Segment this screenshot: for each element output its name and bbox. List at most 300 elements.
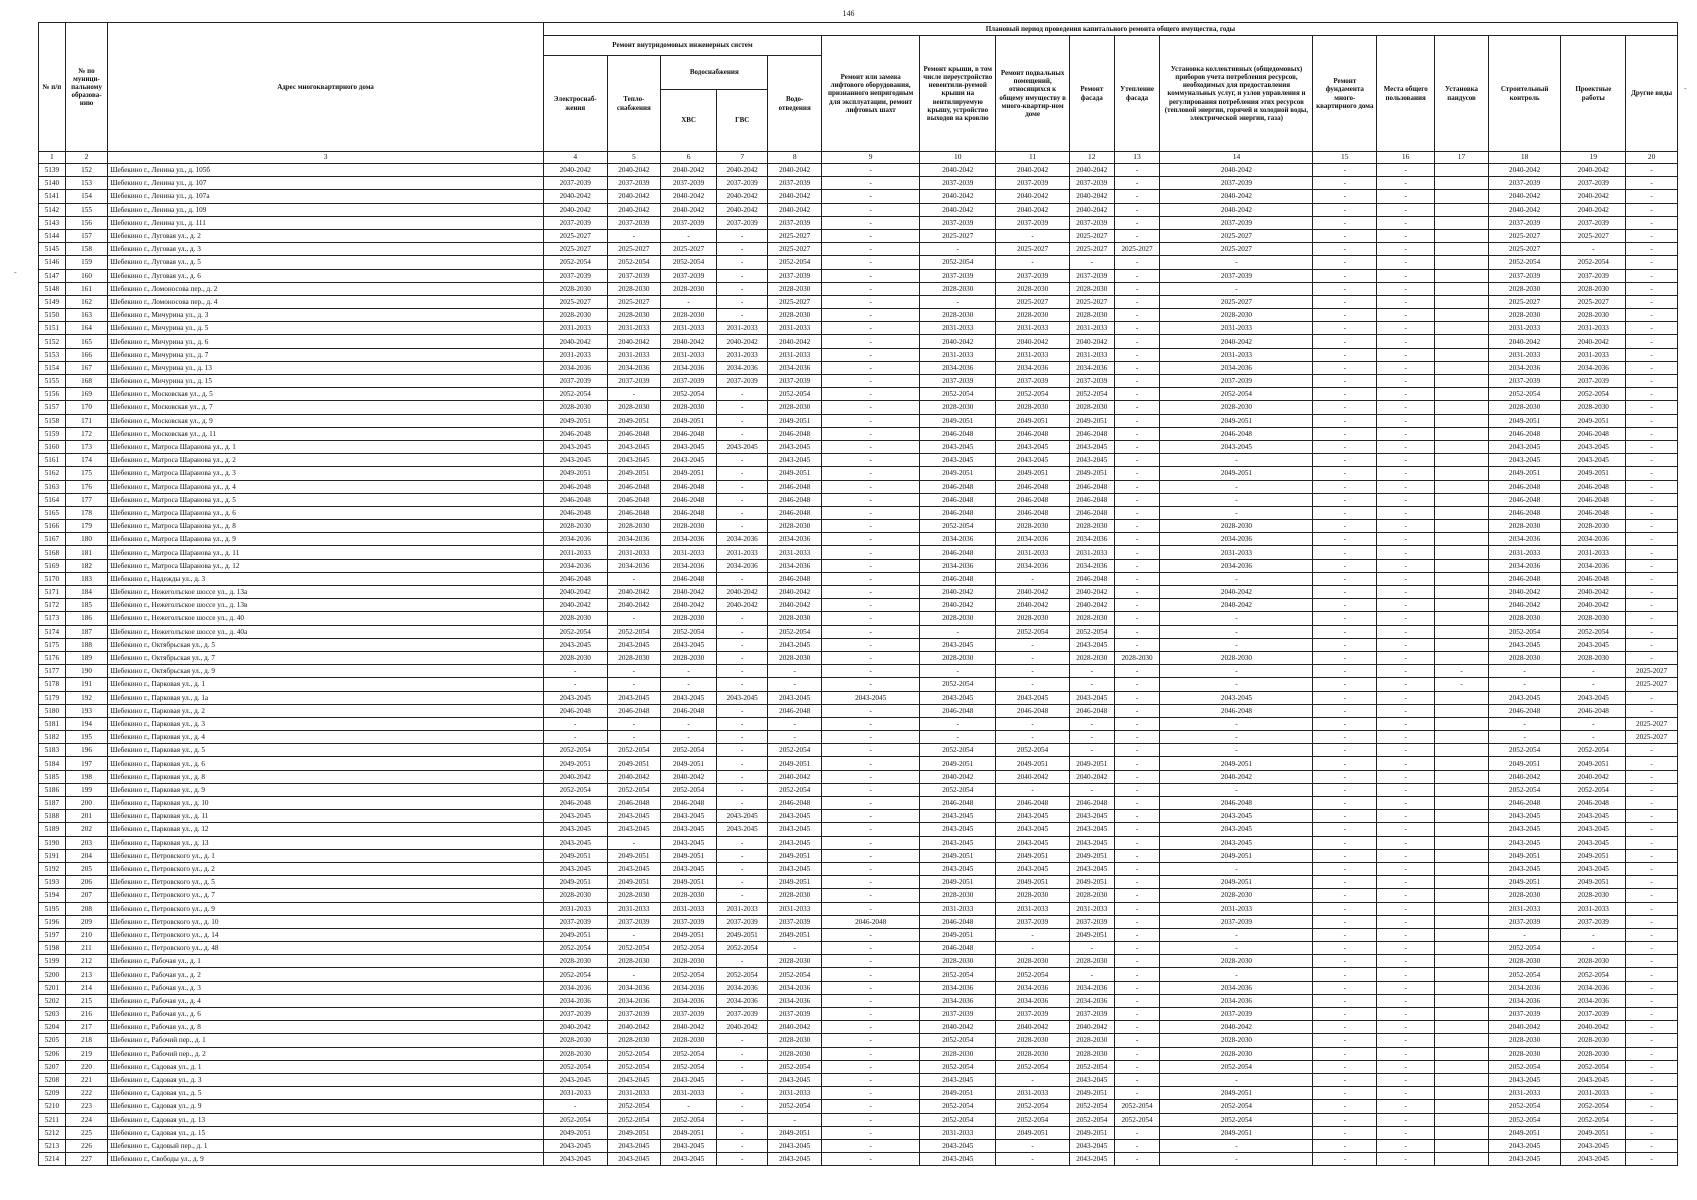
table-cell bbox=[1435, 757, 1489, 770]
table-cell: 2049-2051 bbox=[543, 1126, 607, 1139]
table-cell: - bbox=[822, 322, 920, 335]
table-cell: 2034-2036 bbox=[661, 981, 717, 994]
table-cell: 2052-2054 bbox=[1160, 1060, 1313, 1073]
table-cell: - bbox=[1313, 348, 1377, 361]
table-cell: 186 bbox=[65, 612, 107, 625]
table-cell: 2049-2051 bbox=[1160, 1126, 1313, 1139]
table-cell: 2043-2045 bbox=[996, 810, 1070, 823]
table-cell: 2028-2030 bbox=[661, 889, 717, 902]
table-cell: 2043-2045 bbox=[1488, 454, 1561, 467]
table-cell: 2025-2027 bbox=[1069, 243, 1114, 256]
table-cell: 2028-2030 bbox=[543, 651, 607, 664]
table-cell: 2052-2054 bbox=[920, 256, 996, 269]
table-cell: 2046-2048 bbox=[661, 493, 717, 506]
table-cell: 2034-2036 bbox=[996, 994, 1070, 1007]
table-cell: - bbox=[1377, 177, 1435, 190]
capital-repair-table bbox=[38, 22, 1678, 1166]
table-cell: 203 bbox=[65, 836, 107, 849]
column-number-row bbox=[39, 152, 1678, 164]
address-cell: Шебекино г., Нежеголъское шоссе ул., д. 13в bbox=[108, 599, 544, 612]
table-cell: 2046-2048 bbox=[920, 480, 996, 493]
table-cell: 2046-2048 bbox=[1561, 480, 1626, 493]
table-cell: 2052-2054 bbox=[1114, 1100, 1160, 1113]
table-cell: - bbox=[717, 1087, 768, 1100]
table-cell: 2043-2045 bbox=[607, 1073, 661, 1086]
table-cell: 2034-2036 bbox=[1561, 559, 1626, 572]
table-cell: 2025-2027 bbox=[920, 229, 996, 242]
table-cell: 2034-2036 bbox=[996, 533, 1070, 546]
table-cell: 2049-2051 bbox=[1069, 757, 1114, 770]
address-cell: Шебекино г., Парковая ул., д. 8 bbox=[108, 770, 544, 783]
table-cell: 2034-2036 bbox=[1561, 994, 1626, 1007]
table-cell: - bbox=[1626, 783, 1678, 796]
table-cell: 2037-2039 bbox=[1160, 177, 1313, 190]
table-cell: 2040-2042 bbox=[607, 1021, 661, 1034]
table-cell: - bbox=[1114, 862, 1160, 875]
table-cell: 2043-2045 bbox=[1488, 836, 1561, 849]
table-cell: 2046-2048 bbox=[607, 797, 661, 810]
table-cell: 2040-2042 bbox=[1488, 770, 1561, 783]
table-cell: - bbox=[1626, 269, 1678, 282]
table-cell: 2037-2039 bbox=[543, 915, 607, 928]
table-cell: 2028-2030 bbox=[996, 1034, 1070, 1047]
table-cell: 2046-2048 bbox=[543, 704, 607, 717]
table-cell: 2028-2030 bbox=[996, 401, 1070, 414]
address-cell: Шебекино г., Мичурина ул., д. 3 bbox=[108, 309, 544, 322]
address-cell: Шебекино г., Садовая ул., д. 3 bbox=[108, 1073, 544, 1086]
table-cell: 2031-2033 bbox=[543, 1087, 607, 1100]
table-cell: 2043-2045 bbox=[661, 823, 717, 836]
table-cell: - bbox=[1114, 889, 1160, 902]
table-cell: 5194 bbox=[39, 889, 66, 902]
table-row bbox=[39, 717, 1678, 730]
table-cell: 2034-2036 bbox=[1160, 533, 1313, 546]
table-cell: 5192 bbox=[39, 862, 66, 875]
table-cell: - bbox=[1313, 572, 1377, 585]
table-cell: 2040-2042 bbox=[661, 770, 717, 783]
table-cell: - bbox=[822, 375, 920, 388]
table-cell: - bbox=[822, 493, 920, 506]
table-cell: 2049-2051 bbox=[543, 757, 607, 770]
table-cell: - bbox=[822, 361, 920, 374]
table-cell: 2043-2045 bbox=[607, 691, 661, 704]
table-cell: - bbox=[1626, 599, 1678, 612]
table-cell: - bbox=[1114, 823, 1160, 836]
table-cell: 197 bbox=[65, 757, 107, 770]
table-cell: - bbox=[822, 599, 920, 612]
table-cell: - bbox=[1377, 520, 1435, 533]
table-cell: 153 bbox=[65, 177, 107, 190]
table-cell: - bbox=[1626, 1060, 1678, 1073]
table-cell: 2034-2036 bbox=[1160, 361, 1313, 374]
table-cell: - bbox=[768, 678, 822, 691]
address-cell: Шебекино г., Рабочая ул., д. 4 bbox=[108, 994, 544, 1007]
table-row bbox=[39, 797, 1678, 810]
table-cell: - bbox=[717, 1034, 768, 1047]
table-cell: 2043-2045 bbox=[768, 638, 822, 651]
table-cell: 2037-2039 bbox=[1561, 375, 1626, 388]
table-cell: 2046-2048 bbox=[768, 427, 822, 440]
table-cell: 227 bbox=[65, 1153, 107, 1166]
table-cell: 2031-2033 bbox=[1160, 322, 1313, 335]
table-cell: 2028-2030 bbox=[1561, 1047, 1626, 1060]
table-cell: 2025-2027 bbox=[607, 243, 661, 256]
table-cell: - bbox=[1626, 691, 1678, 704]
table-cell: - bbox=[1114, 704, 1160, 717]
table-cell: 2046-2048 bbox=[1488, 427, 1561, 440]
table-cell: 2052-2054 bbox=[543, 783, 607, 796]
table-cell bbox=[1435, 269, 1489, 282]
table-cell: - bbox=[1377, 783, 1435, 796]
table-cell: 192 bbox=[65, 691, 107, 704]
table-cell: 2043-2045 bbox=[1561, 454, 1626, 467]
table-cell: 2034-2036 bbox=[1160, 981, 1313, 994]
table-cell: 2037-2039 bbox=[1488, 375, 1561, 388]
table-cell: 2037-2039 bbox=[768, 269, 822, 282]
table-cell bbox=[1435, 559, 1489, 572]
table-cell: 2028-2030 bbox=[543, 1047, 607, 1060]
table-cell: - bbox=[717, 783, 768, 796]
table-cell: - bbox=[1313, 480, 1377, 493]
table-cell: 2028-2030 bbox=[1488, 1034, 1561, 1047]
table-cell: 2031-2033 bbox=[996, 902, 1070, 915]
table-cell: 2049-2051 bbox=[768, 1126, 822, 1139]
table-cell: 2040-2042 bbox=[1069, 335, 1114, 348]
table-cell: - bbox=[822, 955, 920, 968]
table-cell: - bbox=[1377, 889, 1435, 902]
table-cell: 2034-2036 bbox=[543, 981, 607, 994]
table-cell: 2034-2036 bbox=[920, 361, 996, 374]
table-cell: 2028-2030 bbox=[1160, 955, 1313, 968]
table-cell: - bbox=[1114, 586, 1160, 599]
table-cell: - bbox=[1114, 164, 1160, 177]
table-cell: 2031-2033 bbox=[1069, 348, 1114, 361]
table-cell: - bbox=[1626, 810, 1678, 823]
table-cell: 2049-2051 bbox=[1069, 1087, 1114, 1100]
table-row bbox=[39, 1034, 1678, 1047]
table-cell: - bbox=[1313, 375, 1377, 388]
table-cell: - bbox=[717, 1100, 768, 1113]
table-cell: 2034-2036 bbox=[768, 559, 822, 572]
table-cell: 2046-2048 bbox=[996, 704, 1070, 717]
address-cell: Шебекино г., Матроса Шаранова ул., д. 1 bbox=[108, 440, 544, 453]
header-insulation: Утепление фасада bbox=[1114, 36, 1160, 152]
table-cell: 2040-2042 bbox=[661, 335, 717, 348]
table-cell: 2028-2030 bbox=[543, 401, 607, 414]
table-cell: - bbox=[1626, 361, 1678, 374]
table-cell: - bbox=[822, 282, 920, 295]
table-cell: 2034-2036 bbox=[1069, 361, 1114, 374]
table-cell: 2031-2033 bbox=[1488, 348, 1561, 361]
table-cell: 2040-2042 bbox=[1561, 335, 1626, 348]
table-cell: 2052-2054 bbox=[661, 256, 717, 269]
table-row bbox=[39, 704, 1678, 717]
table-cell: 2046-2048 bbox=[920, 942, 996, 955]
table-cell: 187 bbox=[65, 625, 107, 638]
table-cell: - bbox=[1114, 1047, 1160, 1060]
table-cell: - bbox=[1114, 928, 1160, 941]
table-cell: - bbox=[996, 731, 1070, 744]
table-cell: 2049-2051 bbox=[543, 928, 607, 941]
table-cell: - bbox=[717, 836, 768, 849]
table-cell: 2034-2036 bbox=[543, 361, 607, 374]
table-cell: - bbox=[1114, 1021, 1160, 1034]
table-cell: 2028-2030 bbox=[996, 1047, 1070, 1060]
table-cell: 2046-2048 bbox=[607, 493, 661, 506]
table-cell: 2043-2045 bbox=[543, 1153, 607, 1166]
table-cell: 2040-2042 bbox=[661, 164, 717, 177]
table-cell: 210 bbox=[65, 928, 107, 941]
table-cell: 220 bbox=[65, 1060, 107, 1073]
table-cell: 2052-2054 bbox=[607, 783, 661, 796]
table-cell: 2025-2027 bbox=[1626, 665, 1678, 678]
table-cell: 2052-2054 bbox=[1488, 1060, 1561, 1073]
table-cell: 2040-2042 bbox=[543, 190, 607, 203]
table-cell: 2043-2045 bbox=[1069, 1139, 1114, 1152]
address-cell: Шебекино г., Матроса Шаранова ул., д. 4 bbox=[108, 480, 544, 493]
table-cell: - bbox=[1313, 177, 1377, 190]
table-cell: 2040-2042 bbox=[607, 203, 661, 216]
table-cell: 2046-2048 bbox=[661, 572, 717, 585]
address-cell: Шебекино г., Октябрьская ул., д. 5 bbox=[108, 638, 544, 651]
table-cell: - bbox=[1626, 651, 1678, 664]
table-cell: 2028-2030 bbox=[1069, 1047, 1114, 1060]
table-cell: 2043-2045 bbox=[543, 836, 607, 849]
table-cell: 5186 bbox=[39, 783, 66, 796]
table-cell: - bbox=[1626, 414, 1678, 427]
table-cell: - bbox=[1313, 612, 1377, 625]
table-cell: 2028-2030 bbox=[996, 520, 1070, 533]
table-cell: 2046-2048 bbox=[543, 427, 607, 440]
table-cell: - bbox=[1377, 981, 1435, 994]
table-cell: - bbox=[1435, 665, 1489, 678]
table-cell: 2031-2033 bbox=[1561, 546, 1626, 559]
table-cell: 5141 bbox=[39, 190, 66, 203]
address-cell: Шебекино г., Петровского ул., д. 9 bbox=[108, 902, 544, 915]
table-cell: 2046-2048 bbox=[661, 797, 717, 810]
table-cell: - bbox=[1114, 572, 1160, 585]
table-cell: 2043-2045 bbox=[717, 440, 768, 453]
address-cell: Шебекино г., Рабочая ул., д. 2 bbox=[108, 968, 544, 981]
table-cell: 2040-2042 bbox=[1160, 203, 1313, 216]
table-cell: 2037-2039 bbox=[661, 375, 717, 388]
table-cell: - bbox=[822, 309, 920, 322]
table-cell: 194 bbox=[65, 717, 107, 730]
table-cell: 2046-2048 bbox=[1069, 427, 1114, 440]
table-cell: 2052-2054 bbox=[661, 1060, 717, 1073]
table-cell: - bbox=[1313, 717, 1377, 730]
table-cell: 2037-2039 bbox=[717, 177, 768, 190]
table-cell: 2031-2033 bbox=[607, 348, 661, 361]
table-cell: 2046-2048 bbox=[543, 480, 607, 493]
table-cell: 2037-2039 bbox=[543, 216, 607, 229]
table-cell: 2034-2036 bbox=[717, 994, 768, 1007]
table-cell: 5206 bbox=[39, 1047, 66, 1060]
table-cell: 2034-2036 bbox=[920, 994, 996, 1007]
table-cell: - bbox=[1313, 256, 1377, 269]
header-index: № п/п bbox=[39, 23, 66, 152]
table-cell: - bbox=[1160, 506, 1313, 519]
table-cell: 2043-2045 bbox=[768, 862, 822, 875]
table-cell: 2052-2054 bbox=[920, 1113, 996, 1126]
table-cell: 2028-2030 bbox=[607, 955, 661, 968]
table-cell bbox=[1435, 955, 1489, 968]
table-cell: - bbox=[1626, 572, 1678, 585]
table-cell: - bbox=[1114, 731, 1160, 744]
table-cell: - bbox=[822, 203, 920, 216]
table-cell: - bbox=[1313, 691, 1377, 704]
table-cell: 2046-2048 bbox=[661, 480, 717, 493]
table-cell: 2034-2036 bbox=[1069, 981, 1114, 994]
table-cell: 2034-2036 bbox=[920, 533, 996, 546]
address-cell: Шебекино г., Парковая ул., д. 3 bbox=[108, 717, 544, 730]
table-cell: 5189 bbox=[39, 823, 66, 836]
table-cell: 2052-2054 bbox=[1069, 1100, 1114, 1113]
table-cell: 2031-2033 bbox=[543, 348, 607, 361]
table-cell: 2043-2045 bbox=[1561, 823, 1626, 836]
table-cell: 2028-2030 bbox=[543, 889, 607, 902]
table-cell: - bbox=[1313, 783, 1377, 796]
table-cell: - bbox=[996, 678, 1070, 691]
table-cell: - bbox=[717, 1153, 768, 1166]
table-cell: - bbox=[1561, 678, 1626, 691]
address-cell: Шебекино г., Петровского ул., д. 10 bbox=[108, 915, 544, 928]
table-cell bbox=[1435, 295, 1489, 308]
table-cell: 2052-2054 bbox=[768, 388, 822, 401]
table-cell: - bbox=[1114, 678, 1160, 691]
table-cell: - bbox=[1377, 678, 1435, 691]
table-cell: 2052-2054 bbox=[996, 388, 1070, 401]
table-cell: 2031-2033 bbox=[1561, 348, 1626, 361]
table-cell: 2037-2039 bbox=[607, 375, 661, 388]
table-cell: 164 bbox=[65, 322, 107, 335]
table-row bbox=[39, 295, 1678, 308]
table-cell: - bbox=[1561, 665, 1626, 678]
table-cell: - bbox=[822, 546, 920, 559]
table-cell bbox=[1435, 361, 1489, 374]
table-cell: - bbox=[1377, 942, 1435, 955]
table-cell: 200 bbox=[65, 797, 107, 810]
table-cell: - bbox=[1160, 493, 1313, 506]
table-cell: - bbox=[1313, 994, 1377, 1007]
address-cell: Шебекино г., Ленина ул., д. 107а bbox=[108, 190, 544, 203]
table-cell: 2040-2042 bbox=[717, 335, 768, 348]
table-cell: 2046-2048 bbox=[543, 797, 607, 810]
table-cell: - bbox=[1160, 1139, 1313, 1152]
table-cell: 2037-2039 bbox=[1488, 915, 1561, 928]
table-cell: - bbox=[1626, 375, 1678, 388]
table-cell: 2037-2039 bbox=[996, 375, 1070, 388]
table-cell: - bbox=[1377, 599, 1435, 612]
table-cell: - bbox=[1114, 1034, 1160, 1047]
table-cell: - bbox=[996, 665, 1070, 678]
table-cell bbox=[1435, 1113, 1489, 1126]
table-cell: 2052-2054 bbox=[1488, 942, 1561, 955]
table-cell: 2031-2033 bbox=[661, 1087, 717, 1100]
page-number: 146 bbox=[842, 9, 855, 18]
table-cell: 2034-2036 bbox=[1160, 559, 1313, 572]
table-cell: - bbox=[1377, 229, 1435, 242]
table-cell: - bbox=[1114, 414, 1160, 427]
table-cell: 2043-2045 bbox=[920, 454, 996, 467]
table-cell: - bbox=[1561, 942, 1626, 955]
table-cell: - bbox=[1377, 902, 1435, 915]
table-cell bbox=[1435, 375, 1489, 388]
table-cell: 2037-2039 bbox=[768, 216, 822, 229]
table-cell: - bbox=[822, 783, 920, 796]
table-cell: - bbox=[1377, 744, 1435, 757]
column-number: 5 bbox=[607, 152, 661, 164]
header-lift: Ремонт или замена лифтового оборудования, признанного непригодным для эксплуатации, ремонт лифтовых шахт bbox=[822, 36, 920, 152]
table-cell bbox=[1435, 691, 1489, 704]
table-cell: 2034-2036 bbox=[661, 559, 717, 572]
table-cell bbox=[1435, 1139, 1489, 1152]
address-cell: Шебекино г., Парковая ул., д. 6 bbox=[108, 757, 544, 770]
table-cell: 2043-2045 bbox=[543, 638, 607, 651]
table-cell: 2046-2048 bbox=[607, 427, 661, 440]
table-cell: - bbox=[717, 256, 768, 269]
table-cell: - bbox=[1114, 427, 1160, 440]
address-cell: Шебекино г., Матроса Шаранова ул., д. 12 bbox=[108, 559, 544, 572]
table-cell: 2046-2048 bbox=[1488, 797, 1561, 810]
table-cell: 2037-2039 bbox=[607, 915, 661, 928]
table-cell: 5164 bbox=[39, 493, 66, 506]
table-cell: - bbox=[1160, 928, 1313, 941]
table-cell: 2037-2039 bbox=[717, 375, 768, 388]
table-cell: 2049-2051 bbox=[768, 928, 822, 941]
table-cell: - bbox=[1114, 1008, 1160, 1021]
table-cell: 5207 bbox=[39, 1060, 66, 1073]
table-cell bbox=[1435, 1047, 1489, 1060]
header-water-supply: Водоснабжения bbox=[661, 56, 768, 90]
table-cell: 2037-2039 bbox=[996, 269, 1070, 282]
table-cell: - bbox=[1114, 559, 1160, 572]
table-cell: - bbox=[822, 717, 920, 730]
table-cell: - bbox=[717, 889, 768, 902]
table-cell: 2052-2054 bbox=[920, 1100, 996, 1113]
table-row bbox=[39, 572, 1678, 585]
table-cell: - bbox=[822, 994, 920, 1007]
table-cell: - bbox=[1626, 506, 1678, 519]
table-cell: 2043-2045 bbox=[1561, 810, 1626, 823]
table-cell: 201 bbox=[65, 810, 107, 823]
table-cell: 225 bbox=[65, 1126, 107, 1139]
table-row bbox=[39, 968, 1678, 981]
table-cell: - bbox=[1313, 401, 1377, 414]
table-cell: 2028-2030 bbox=[1488, 401, 1561, 414]
table-cell: - bbox=[1488, 665, 1561, 678]
table-cell: 2049-2051 bbox=[920, 928, 996, 941]
header-other: Другие виды bbox=[1626, 36, 1678, 152]
table-cell bbox=[1435, 770, 1489, 783]
table-cell: 2043-2045 bbox=[1561, 1139, 1626, 1152]
table-cell: 2040-2042 bbox=[717, 1021, 768, 1034]
table-cell: - bbox=[1377, 361, 1435, 374]
table-cell bbox=[1435, 625, 1489, 638]
table-cell: 2043-2045 bbox=[717, 691, 768, 704]
table-cell: 2043-2045 bbox=[661, 836, 717, 849]
table-cell: 2046-2048 bbox=[607, 480, 661, 493]
table-cell: 5209 bbox=[39, 1087, 66, 1100]
table-cell: 2043-2045 bbox=[1488, 810, 1561, 823]
table-cell: 2046-2048 bbox=[1488, 493, 1561, 506]
table-cell: 2025-2027 bbox=[543, 295, 607, 308]
table-row bbox=[39, 1113, 1678, 1126]
table-cell: 2034-2036 bbox=[607, 994, 661, 1007]
column-number: 8 bbox=[768, 152, 822, 164]
table-cell: 155 bbox=[65, 203, 107, 216]
table-cell: 2049-2051 bbox=[607, 414, 661, 427]
